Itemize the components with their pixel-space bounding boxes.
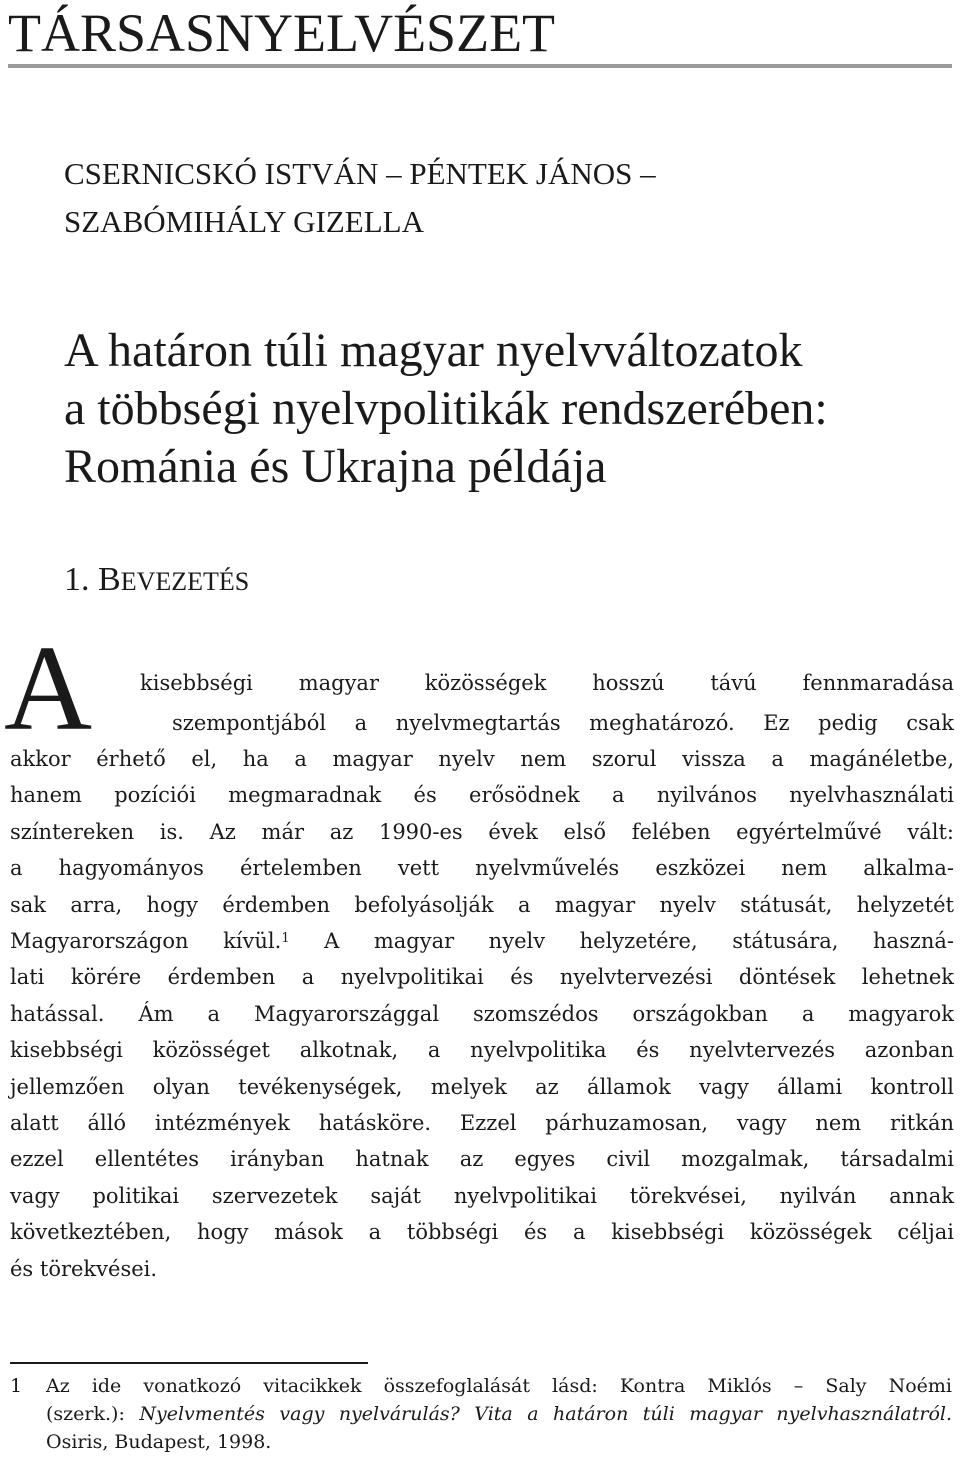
footnote-line-3: Osiris, Budapest, 1998. (46, 1431, 272, 1453)
body-line-11: kisebbségi közösséget alkotnak, a nyelvpolitika és nyelvtervezés azonban (10, 1038, 954, 1063)
body-line-17: és törekvései. (10, 1256, 158, 1281)
footnote-book-title: Nyelvmentés vagy nyelvárulás? Vita a határon túli magyar nyelvhasználatról. (139, 1403, 953, 1425)
body-line-3: akkor érhető el, ha a magyar nyelv nem szorul vissza a magánéletbe, (10, 747, 954, 771)
section-number: 1. (64, 561, 98, 598)
section-rest: EVEZETÉS (120, 567, 250, 596)
header-rule (8, 64, 952, 68)
footnote-body (46, 1372, 952, 1456)
authors-line-1: CSERNICSKÓ ISTVÁN – PÉNTEK JÁNOS – (64, 156, 656, 191)
section-heading (64, 558, 664, 604)
body-line-6: a hagyományos értelemben vett nyelvművelés eszközei nem alkalma- (10, 856, 954, 881)
body-line-14: ezzel ellentétes irányban hatnak az egyes civil mozgalmak, társadalmi (10, 1147, 954, 1172)
authors (64, 150, 924, 246)
article-title (64, 322, 944, 496)
body-line-13: alatt álló intézmények hatásköre. Ezzel párhuzamosan, vagy nem ritkán (10, 1111, 954, 1136)
body-line-4: hanem pozíciói megmaradnak és erősödnek a nyilvános nyelvhasználati (10, 783, 954, 808)
title-line-2: a többségi nyelvpolitikák rendszerében: (64, 382, 828, 435)
title-line-3: Románia és Ukrajna példája (64, 440, 607, 493)
footnote-ref[interactable]: 1 (281, 931, 290, 947)
body-line-8-start: Magyarországon kívül. (10, 929, 282, 954)
title-line-1: A határon túli magyar nyelvváltozatok (64, 324, 803, 377)
body-line-8 (10, 923, 954, 959)
body-line-9: lati körére érdemben a nyelvpolitikai és nyelvtervezési döntések lehetnek (10, 965, 954, 990)
drop-cap: A (4, 621, 93, 756)
footnote-number: 1 (10, 1375, 23, 1397)
body-line-15: vagy politikai szervezetek saját nyelvpolitikai törekvései, nyilván annak (10, 1183, 954, 1208)
body-line-12: jellemzően olyan tevékenységek, melyek az államok vagy állami kontroll (10, 1074, 954, 1099)
section-initial: B (98, 561, 121, 598)
body-line-7: sak arra, hogy érdemben befolyásolják a magyar nyelv státusát, helyzetét (10, 892, 954, 917)
body-line-5: színtereken is. Az már az 1990-es évek első felében egyértelművé vált: (10, 819, 954, 844)
footnote-rule (10, 1362, 368, 1364)
footnote-line-2 (46, 1400, 952, 1428)
footnote-line-2-plain: (szerk.): (46, 1403, 140, 1425)
section-header: TÁRSASNYELVÉSZET (8, 3, 556, 63)
body-paragraph (10, 741, 954, 1287)
body-line-8-end: A magyar nyelv helyzetére, státusára, haszná- (289, 929, 954, 954)
authors-line-2: SZABÓMIHÁLY GIZELLA (64, 204, 424, 239)
body-line-2: szempontjából a nyelvmegtartás meghatározó. Ez pedig csak (172, 711, 954, 735)
body-line-16: következtében, hogy mások a többségi és a kisebbségi közösségek céljai (10, 1220, 954, 1245)
body-line-10: hatással. Ám a Magyarországgal szomszédos országokban a magyarok (10, 1001, 954, 1026)
footnote-line-1: Az ide vonatkozó vitacikkek összefoglalását lásd: Kontra Miklós – Saly Noémi (46, 1375, 952, 1397)
body-line-1: kisebbségi magyar közösségek hosszú távú fennmaradása (140, 671, 954, 695)
